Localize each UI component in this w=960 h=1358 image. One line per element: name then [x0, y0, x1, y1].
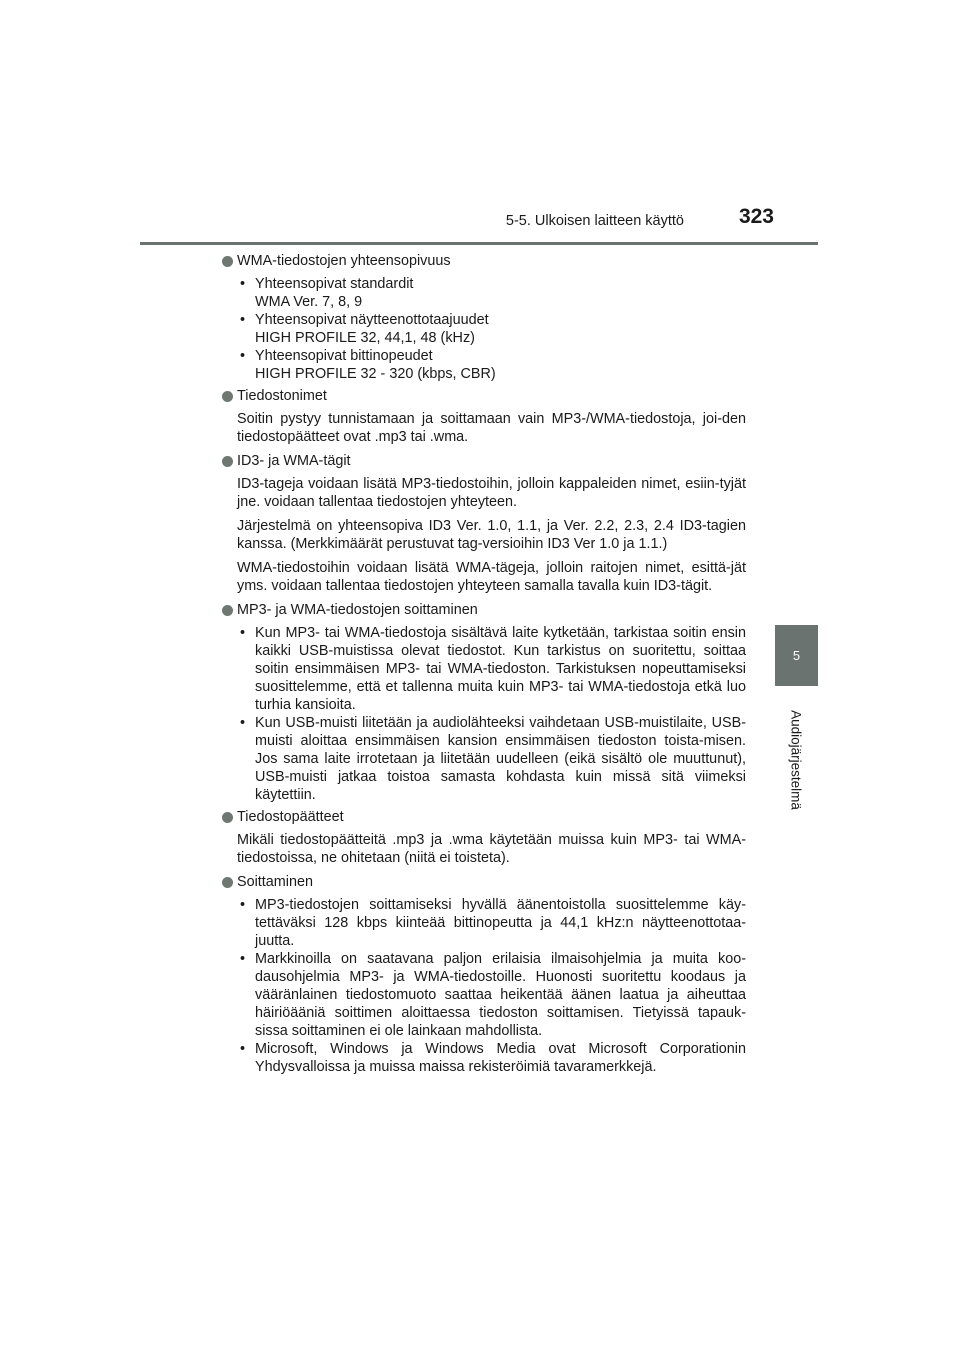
section-heading — [222, 601, 746, 619]
section-playback-files — [222, 601, 746, 804]
section-heading-text: WMA-tiedostojen yhteensopivuus — [237, 253, 451, 269]
list-item — [222, 275, 746, 311]
section-file-extensions — [222, 808, 746, 867]
bullet-circle-icon — [222, 877, 233, 888]
paragraph: Järjestelmä on yhteensopiva ID3 Ver. 1.0, 1.1, ja Ver. 2.2, 2.3, 2.4 ID3-tagien kanssa. (Merkkimäärät perustuvat tag-versioihin ID3 Ver 1.0 ja 1.1.) — [237, 518, 746, 552]
bullet-circle-icon — [222, 391, 233, 402]
section-file-names — [222, 387, 746, 446]
section-header: 5-5. Ulkoisen laitteen käyttö — [505, 213, 684, 229]
paragraph: ID3-tageja voidaan lisätä MP3-tiedostoihin, jolloin kappaleiden nimet, esiin-tyjät jne. voidaan tallentaa tiedostojen yhteyteen. — [237, 476, 746, 510]
list-item-text: Kun MP3- tai WMA-tiedostoja sisältävä laite kytketään, tarkistaa soitin ensin kaikki USB-muistissa olevat tiedostot. Kun tarkistus on suoritettu, soittaa soitin ensimmäisen MP3- tai WMA-tiedoston. Tarkistuksen nopeuttamiseksi suosittelemme, että et tallenna muita kuin MP3- tai WMA-tiedostoja etkä luo turhia kansioita. — [255, 625, 746, 713]
chapter-tab: 5 — [775, 625, 818, 686]
section-heading — [222, 452, 746, 470]
chapter-title: Audiojärjestelmä — [788, 710, 804, 810]
list-item-value: HIGH PROFILE 32 - 320 (kbps, CBR) — [255, 366, 496, 382]
bullet-circle-icon — [222, 456, 233, 467]
bullet-dot-icon: • — [240, 348, 246, 364]
list-item — [222, 950, 746, 1040]
paragraph: WMA-tiedostoihin voidaan lisätä WMA-tägeja, jolloin raitojen nimet, esittä-jät yms. voidaan tallentaa tiedostojen yhteyteen samalla tavalla kuin ID3-tägit. — [237, 560, 746, 594]
bullet-circle-icon — [222, 605, 233, 616]
bullet-dot-icon: • — [240, 276, 246, 292]
list-item-text: Kun USB-muisti liitetään ja audiolähteeksi vaihdetaan USB-muistilaite, USB-muisti aloittaa ensimmäisen kansion ensimmäisen tiedoston toista-misen. Jos sama laite irrotetaan ja liitetään uudelleen (eikä sisältö ole muuttunut), USB-muisti jatkaa toistoa samasta kohdasta kuin missä sitä viimeksi käytettiin. — [255, 715, 746, 803]
section-heading-text: ID3- ja WMA-tägit — [237, 453, 351, 469]
list-item-text: MP3-tiedostojen soittamiseksi hyvällä äänentoistolla suosittelemme käy-tettäväksi 128 kbps kiinteää bittinopeutta ja 44,1 kHz:n näytteenottotaa-juutta. — [255, 897, 746, 949]
bullet-list — [222, 896, 746, 1076]
section-heading — [222, 387, 746, 405]
list-item-text: Markkinoilla on saatavana paljon erilaisia ilmaisohjelmia ja muita koo-dausohjelmia MP3- ja WMA-tiedostoille. Huonosti suoritettu koodaus ja vääränlainen tiedostomuoto saattaa heikentää äänen laatua ja aiheuttaa häiriöääniä soittimen aloittaessa tiedoston soittamisen. Tietyissä tapauk-sissa soittaminen ei ole lainkaan mahdollista. — [255, 951, 746, 1039]
bullet-dot-icon: • — [240, 312, 246, 328]
list-item — [222, 1040, 746, 1076]
bullet-dot-icon: • — [240, 1041, 246, 1057]
bullet-circle-icon — [222, 812, 233, 823]
list-item-value: HIGH PROFILE 32, 44,1, 48 (kHz) — [255, 330, 475, 346]
section-wma-compat — [222, 252, 746, 383]
page-content — [222, 252, 746, 1080]
page-number: 323 — [738, 205, 774, 228]
list-item-text: Microsoft, Windows ja Windows Media ovat Microsoft Corporationin Yhdysvalloissa ja muissa maissa rekisteröimiä tavaramerkkejä. — [255, 1041, 746, 1075]
list-item-label: Yhteensopivat näytteenottotaajuudet — [255, 312, 489, 328]
bullet-dot-icon: • — [240, 625, 246, 641]
header-divider — [140, 242, 818, 245]
section-id3-wma-tags — [222, 452, 746, 595]
list-item — [222, 714, 746, 804]
bullet-list — [222, 624, 746, 804]
section-heading — [222, 252, 746, 270]
bullet-dot-icon: • — [240, 715, 246, 731]
section-playing — [222, 873, 746, 1076]
list-item — [222, 347, 746, 383]
list-item-value: WMA Ver. 7, 8, 9 — [255, 294, 363, 310]
list-item — [222, 896, 746, 950]
list-item-label: Yhteensopivat bittinopeudet — [255, 348, 433, 364]
section-heading — [222, 873, 746, 891]
paragraph: Mikäli tiedostopäätteitä .mp3 ja .wma käytetään muissa kuin MP3- tai WMA-tiedostoissa, ne ohitetaan (niitä ei toisteta). — [237, 832, 746, 866]
bullet-circle-icon — [222, 256, 233, 267]
bullet-dot-icon: • — [240, 897, 246, 913]
list-item — [222, 311, 746, 347]
bullet-dot-icon: • — [240, 951, 246, 967]
section-heading-text: MP3- ja WMA-tiedostojen soittaminen — [237, 602, 478, 618]
section-heading-text: Tiedostonimet — [237, 388, 327, 404]
list-item-label: Yhteensopivat standardit — [255, 276, 414, 292]
section-heading-text: Soittaminen — [237, 874, 313, 890]
section-heading-text: Tiedostopäätteet — [237, 809, 344, 825]
list-item — [222, 624, 746, 714]
section-heading — [222, 808, 746, 826]
paragraph: Soitin pystyy tunnistamaan ja soittamaan vain MP3-/WMA-tiedostoja, joi-den tiedostopäätteet ovat .mp3 tai .wma. — [237, 411, 746, 445]
bullet-list — [222, 275, 746, 383]
